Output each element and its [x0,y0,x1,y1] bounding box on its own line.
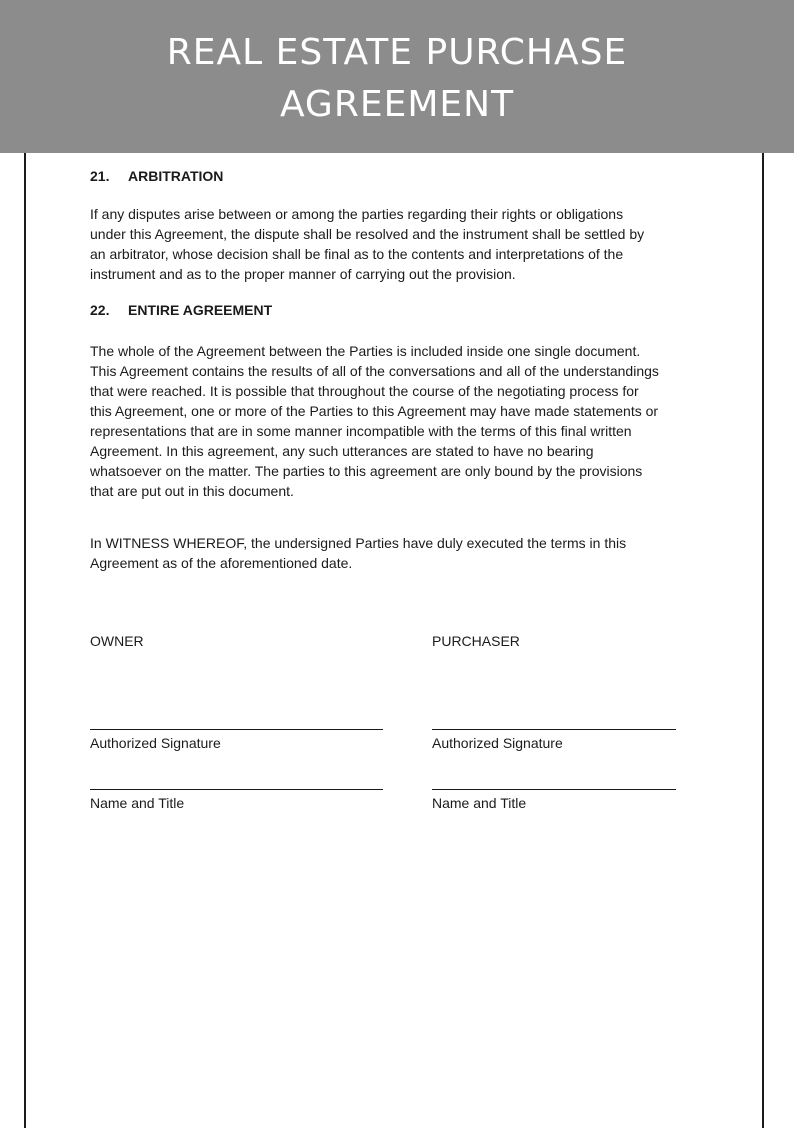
paragraph-line: an arbitrator, whose decision shall be final as to the contents and interpretations of the [90,246,624,262]
owner-party-label: OWNER [90,633,144,649]
paragraph-line: This Agreement contains the results of all of the conversations and all of the understandings [90,363,659,379]
owner-name-line [90,789,383,790]
paragraph-line: that were reached. It is possible that throughout the course of the negotiating process for [90,383,639,399]
section-22-number: 22. [90,302,110,318]
document-title-line-1: REAL ESTATE PURCHASE [166,31,628,73]
purchaser-name-label: Name and Title [432,795,527,811]
section-21-number: 21. [90,168,110,184]
owner-signature-label: Authorized Signature [90,735,221,751]
section-22-heading [90,300,272,320]
owner-signature-line [90,729,383,730]
paragraph-line: whatsoever on the matter. The parties to this agreement are only bound by the provisions [90,463,643,479]
paragraph-line: In WITNESS WHEREOF, the undersigned Parties have duly executed the terms in this [90,535,627,551]
paragraph-line: representations that are in some manner incompatible with the terms of this final written [90,423,632,439]
section-21-paragraph [90,204,720,284]
section-21-title: ARBITRATION [128,168,224,184]
paragraph-line: Agreement as of the aforementioned date. [90,555,353,571]
owner-name-label: Name and Title [90,795,185,811]
purchaser-name-line [432,789,676,790]
paragraph-line: that are put out in this document. [90,483,294,499]
paragraph-line: this Agreement, one or more of the Parties to this Agreement may have made statements or [90,403,659,419]
paragraph-line: instrument and as to the proper manner of carrying out the provision. [90,266,516,282]
paragraph-line: Agreement. In this agreement, any such utterances are stated to have no bearing [90,443,594,459]
purchaser-party-label: PURCHASER [432,633,520,649]
document-title-line-2: AGREEMENT [279,83,515,125]
section-21-heading [90,166,223,186]
title-banner [0,0,794,153]
paragraph-line: under this Agreement, the dispute shall be resolved and the instrument shall be settled by [90,226,645,242]
section-22-title: ENTIRE AGREEMENT [128,302,273,318]
document-page [24,153,764,1128]
purchaser-signature-line [432,729,676,730]
paragraph-line: The whole of the Agreement between the Parties is included inside one single document. [90,343,641,359]
witness-paragraph [90,533,720,573]
section-22-paragraph [90,341,720,501]
paragraph-line: If any disputes arise between or among the parties regarding their rights or obligations [90,206,624,222]
purchaser-signature-label: Authorized Signature [432,735,563,751]
